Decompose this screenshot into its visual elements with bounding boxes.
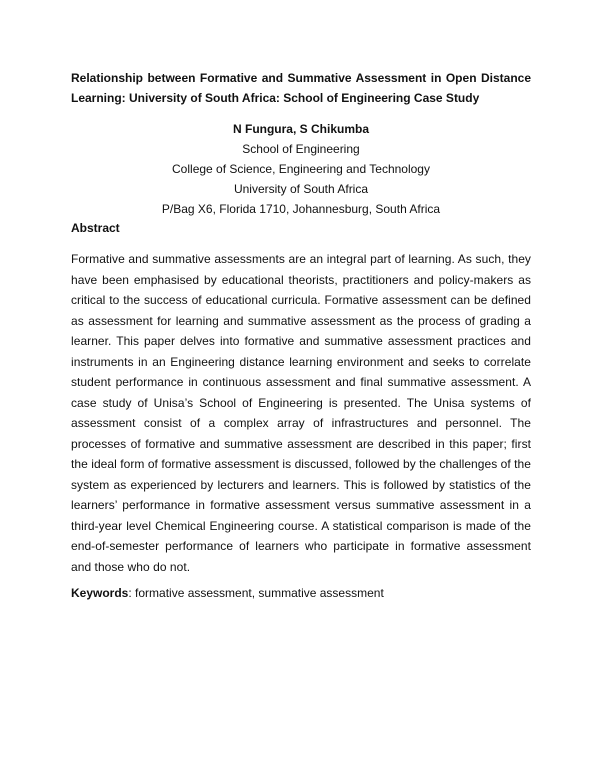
affiliation-line-4: P/Bag X6, Florida 1710, Johannesburg, South Africa bbox=[161, 202, 441, 216]
affiliation-line-1: School of Engineering bbox=[242, 142, 360, 156]
keywords-line bbox=[71, 583, 531, 603]
affiliation-line-2: College of Science, Engineering and Technology bbox=[172, 162, 430, 176]
author-block bbox=[71, 119, 531, 219]
keywords-label: Keywords bbox=[71, 586, 129, 600]
paper-title: Relationship between Formative and Summative Assessment in Open Distance Learning: University of South Africa: School of Engineering Case Study bbox=[71, 71, 531, 105]
keywords-text: : formative assessment, summative assessment bbox=[128, 586, 384, 600]
abstract-heading: Abstract bbox=[71, 221, 120, 235]
abstract-body: Formative and summative assessments are an integral part of learning. As such, they have been emphasised by educational theorists, practitioners and policy-makers as critical to the success of educational curricula. Formative assessment can be defined as assessment for learning and summative assessment as the process of grading a learner. This paper delves into formative and summative assessment practices and instruments in an Engineering distance learning environment and seeks to correlate student performance in continuous assessment and final summative assessment. A case study of Unisa’s School of Engineering is presented. The Unisa systems of assessment consist of a complex array of infrastructures and personnel. The processes of formative and summative assessment are described in this paper; first the ideal form of formative assessment is discussed, followed by the challenges of the system as experienced by lecturers and learners. This is followed by statistics of the learners’ performance in formative assessment versus summative assessment in a third-year level Chemical Engineering course. A statistical comparison is made of the end-of-semester performance of learners who participate in formative assessment and those who do not. bbox=[71, 252, 531, 574]
affiliation-line-3: University of South Africa bbox=[233, 182, 369, 196]
author-names: N Fungura, S Chikumba bbox=[232, 122, 369, 136]
